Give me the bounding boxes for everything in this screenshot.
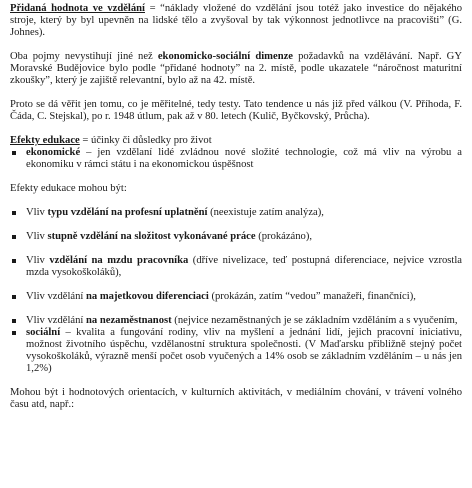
item-prefix: Vliv [26,255,50,266]
bullet-icon [12,331,16,335]
bullet-icon [12,319,16,323]
item-suffix: (neexistuje zatím analýza), [207,207,324,218]
economic-text: – jen vzdělaní lidé zvládnou nové složité technologie, což má vliv na výrobu a ekonomiku v rámci státu i na ekonomickou úspěšnost [26,147,462,170]
list-item [10,231,462,243]
bullet-icon [12,211,16,215]
paragraph-measurable: Proto se dá věřit jen tomu, co je měřitelné, tedy testy. Tato tendence u nás již před válkou (V. Příhoda, F. Čáda, C. Stejskal), po r. 1948 útlum, pak až v 80. letech (Kulič, Byčkovský, Průcha). [10,99,462,122]
item-prefix: Vliv [26,207,48,218]
item-suffix: (prokázán, zatím “vedou” manažeři, finančníci), [208,291,416,302]
item-prefix: Vliv [26,231,48,242]
item-bold: stupně vzdělání na složitost vykonávané práce [47,231,256,242]
item-suffix: (prokázáno), [255,231,313,242]
item-bold: typu vzdělání na profesní uplatnění [47,207,208,218]
dimensions-term: ekonomicko-sociální dimenze [157,51,293,62]
bullet-icon [12,259,16,263]
paragraph-values: Mohou být i hodnotových orientacích, v kulturních aktivitách, v mediálním chování, v trávení volného času atd, např.: [10,387,462,410]
social-term: sociální [26,327,61,338]
list-item [10,291,462,303]
economic-term: ekonomické [26,147,81,158]
paragraph-effects-intro: Efekty edukace mohou být: [10,183,127,194]
effects-list [10,147,462,171]
item-bold: vzdělání na mzdu pracovníka [49,255,189,266]
list-item-social [10,327,462,375]
bullet-icon [12,235,16,239]
list-item [10,207,462,219]
dimensions-text-a: Oba pojmy nevystihují jiné než [10,51,158,62]
item-bold: na nezaměstnanost [86,315,172,326]
item-suffix: (nejvice nezaměstnaných je se základním vzděláním a s vyučením, [171,315,458,326]
bullet-icon [12,295,16,299]
item-prefix: Vliv vzdělání [26,291,87,302]
added-value-text: = “náklady vložené do vzdělání jsou totéž jako investice do nějakého stroje, který by byl upevněn na lidské tělo a zvyšoval by tak výkonnost jednotlivce na pracovišti” (G. Johnes). [10,3,462,38]
item-prefix: Vliv vzdělání [26,315,87,326]
social-text: – kvalita a fungování rodiny, vliv na myšlení a jednání lidí, jejich pracovní iniciativu, možnost životního úspěchu, vzdělanostní struktura společnosti. (V Maďarsku přibližně stejný počet vysokoškoláků, výrazně menší počet osob vyučených a 14% osob se základním vzděláním – u nás jen 1,2%) [26,327,462,374]
list-item [10,255,462,279]
list-item [10,315,462,327]
bullet-icon [12,151,16,155]
list-item-economic [10,147,462,171]
item-suffix: (dříve nivelizace, teď postupná diferenciace, nejvice vzrostla mzda vysokoškoláků), [26,255,463,278]
influence-list [10,207,462,375]
effects-heading-rest: = účinky či důsledky pro život [79,135,212,146]
paragraph-dimensions [10,51,462,87]
paragraph-added-value [10,3,462,39]
item-bold: na majetkovou diferenciaci [86,291,209,302]
dimensions-text-c: požadavků na vzdělávání. Např. GY Moravské Budějovice bylo podle “přidané hodnoty” na 2. místě, podle ukazatele “náročnost maturitní zkoušky”, který je zajiště relevantní, bylo až na 42. místě. [10,51,462,86]
term-added-value: Přidaná hodnota ve vzdělání [10,3,145,14]
effects-heading: Efekty edukace [10,135,80,146]
effects-heading-line [10,135,462,147]
